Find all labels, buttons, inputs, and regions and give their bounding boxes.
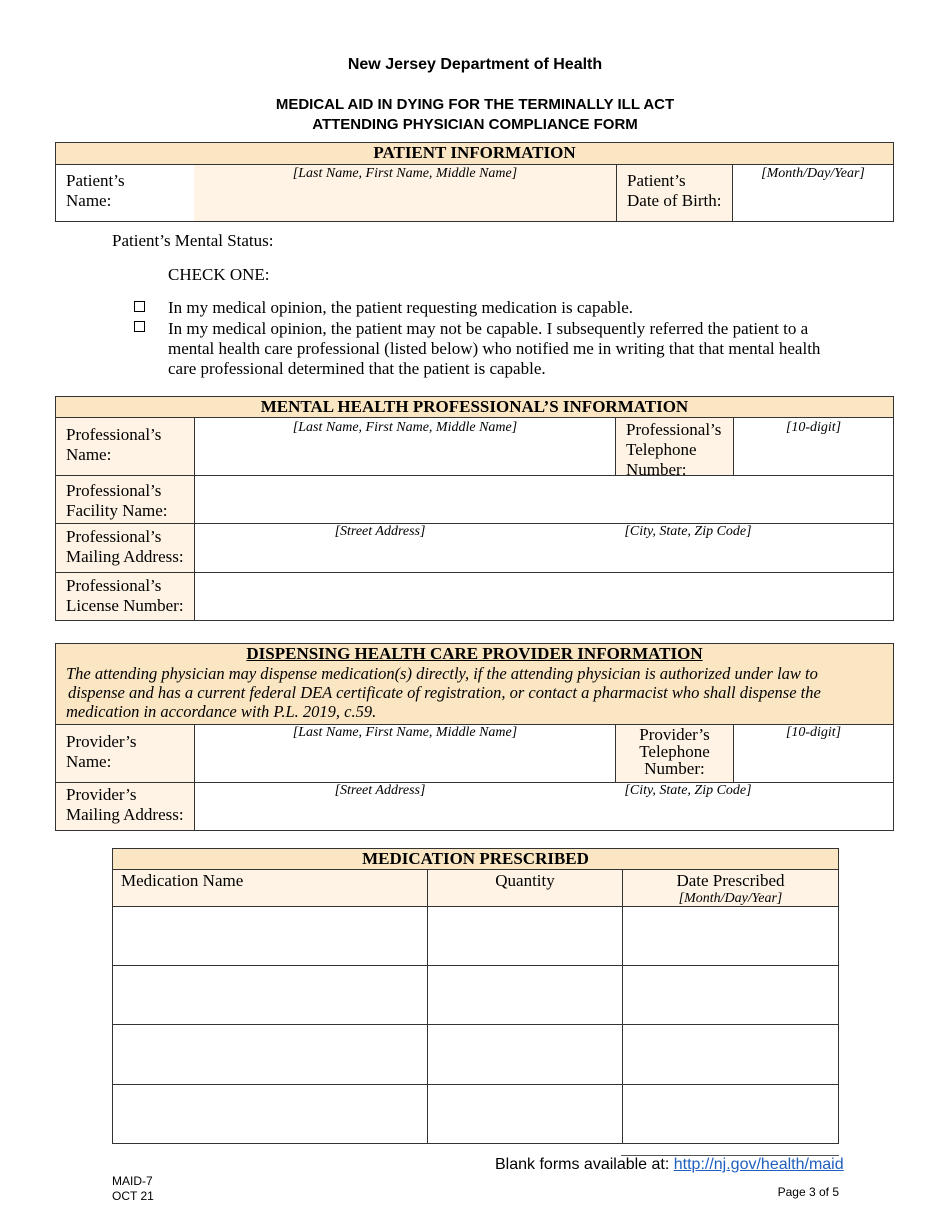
not-capable-option-text: In my medical opinion, the patient may not be capable. I subsequently referred the patient to a mental health care professional (listed below) who notified me in writing that that mental health care professional determined that the patient is capable. (168, 319, 821, 378)
patient-dob-placeholder: [Month/Day/Year] (761, 166, 865, 181)
medication-name-cell[interactable] (113, 966, 427, 1024)
col-medication-name: Medication Name (121, 871, 244, 890)
mhp-street-placeholder: [Street Address] (334, 524, 426, 539)
form-title-line1: MEDICAL AID IN DYING FOR THE TERMINALLY ILL ACT (275, 96, 675, 113)
dispensing-note: The attending physician may dispense medication(s) directly, if the attending physician is authorized under law to dispense and has a current federal DEA certificate of registration, or contact a pharmacist who shall dispense the medication in accordance with P.L. 2019, c.59. (66, 664, 821, 721)
quantity-cell[interactable] (428, 1085, 622, 1143)
quantity-cell[interactable] (428, 966, 622, 1024)
provider-phone-placeholder: [10-digit] (785, 725, 842, 740)
date-prescribed-cell[interactable] (623, 1085, 838, 1143)
date-prescribed-cell[interactable] (623, 966, 838, 1024)
provider-name-field[interactable] (195, 725, 615, 782)
col-quantity: Quantity (495, 871, 555, 890)
patient-info-section (55, 142, 894, 222)
mhp-phone-placeholder: [10-digit] (785, 420, 842, 435)
medication-name-cell[interactable] (113, 1025, 427, 1084)
date-prescribed-cell[interactable] (623, 907, 838, 965)
medication-heading: MEDICATION PRESCRIBED (113, 849, 838, 870)
provider-name-label: Provider’s Name: (66, 732, 137, 771)
provider-address-label: Provider’s Mailing Address: (66, 785, 184, 824)
form-title-line2: ATTENDING PHYSICIAN COMPLIANCE FORM (312, 116, 638, 133)
patient-dob-field[interactable] (733, 165, 893, 221)
not-capable-checkbox[interactable] (134, 321, 145, 332)
form-identifier: MAID-7 OCT 21 (112, 1174, 154, 1203)
patient-info-heading: PATIENT INFORMATION (56, 143, 893, 165)
col-date-prescribed: Date Prescribed [Month/Day/Year] (676, 871, 785, 906)
provider-phone-field[interactable] (734, 725, 893, 782)
patient-dob-label: Patient’s Date of Birth: (617, 165, 732, 221)
provider-city-placeholder: [City, State, Zip Code] (624, 783, 752, 798)
patient-name-placeholder: [Last Name, First Name, Middle Name] (292, 166, 518, 181)
maid-forms-link[interactable]: http://nj.gov/health/maid (673, 1156, 844, 1173)
medication-name-cell[interactable] (113, 907, 427, 965)
provider-street-placeholder: [Street Address] (334, 783, 426, 798)
mhp-facility-field[interactable] (195, 476, 893, 523)
check-one-label: CHECK ONE: (168, 265, 270, 284)
patient-name-label: Patient’s Name: (56, 165, 194, 221)
quantity-cell[interactable] (428, 1025, 622, 1084)
mhp-address-field[interactable] (195, 524, 893, 572)
mhp-license-field[interactable] (195, 573, 893, 620)
blank-forms-note: Blank forms available at: http://nj.gov/health/maid (495, 1156, 844, 1173)
mhp-phone-label: Professional’s Telephone Number: (616, 418, 733, 475)
page-number: Page 3 of 5 (777, 1185, 839, 1199)
mhp-heading: MENTAL HEALTH PROFESSIONAL’S INFORMATION (56, 397, 893, 418)
date-prescribed-cell[interactable] (623, 1025, 838, 1084)
mhp-license-label: Professional’s License Number: (66, 576, 184, 615)
department-name: New Jersey Department of Health (347, 56, 603, 73)
mhp-facility-label: Professional’s Facility Name: (66, 481, 168, 520)
quantity-cell[interactable] (428, 907, 622, 965)
mhp-name-field[interactable] (195, 418, 615, 475)
provider-address-field[interactable] (195, 783, 893, 830)
provider-name-placeholder: [Last Name, First Name, Middle Name] (292, 725, 518, 740)
capable-option-text: In my medical opinion, the patient requesting medication is capable. (168, 298, 634, 317)
mental-status-label: Patient’s Mental Status: (112, 231, 274, 250)
medication-name-cell[interactable] (113, 1085, 427, 1143)
patient-name-field[interactable] (194, 165, 616, 221)
capable-checkbox[interactable] (134, 301, 145, 312)
mhp-address-label: Professional’s Mailing Address: (66, 527, 184, 566)
dispensing-header-band (56, 644, 893, 725)
mhp-name-label: Professional’s Name: (66, 425, 162, 464)
dispensing-heading: DISPENSING HEALTH CARE PROVIDER INFORMATION (246, 644, 703, 663)
mental-health-professional-section (55, 396, 894, 621)
mhp-city-placeholder: [City, State, Zip Code] (624, 524, 752, 539)
mhp-phone-field[interactable] (734, 418, 893, 475)
provider-phone-label: Provider’s Telephone Number: (616, 725, 733, 782)
mhp-name-placeholder: [Last Name, First Name, Middle Name] (292, 420, 518, 435)
medication-table (112, 848, 839, 1144)
dispensing-provider-section (55, 643, 894, 831)
